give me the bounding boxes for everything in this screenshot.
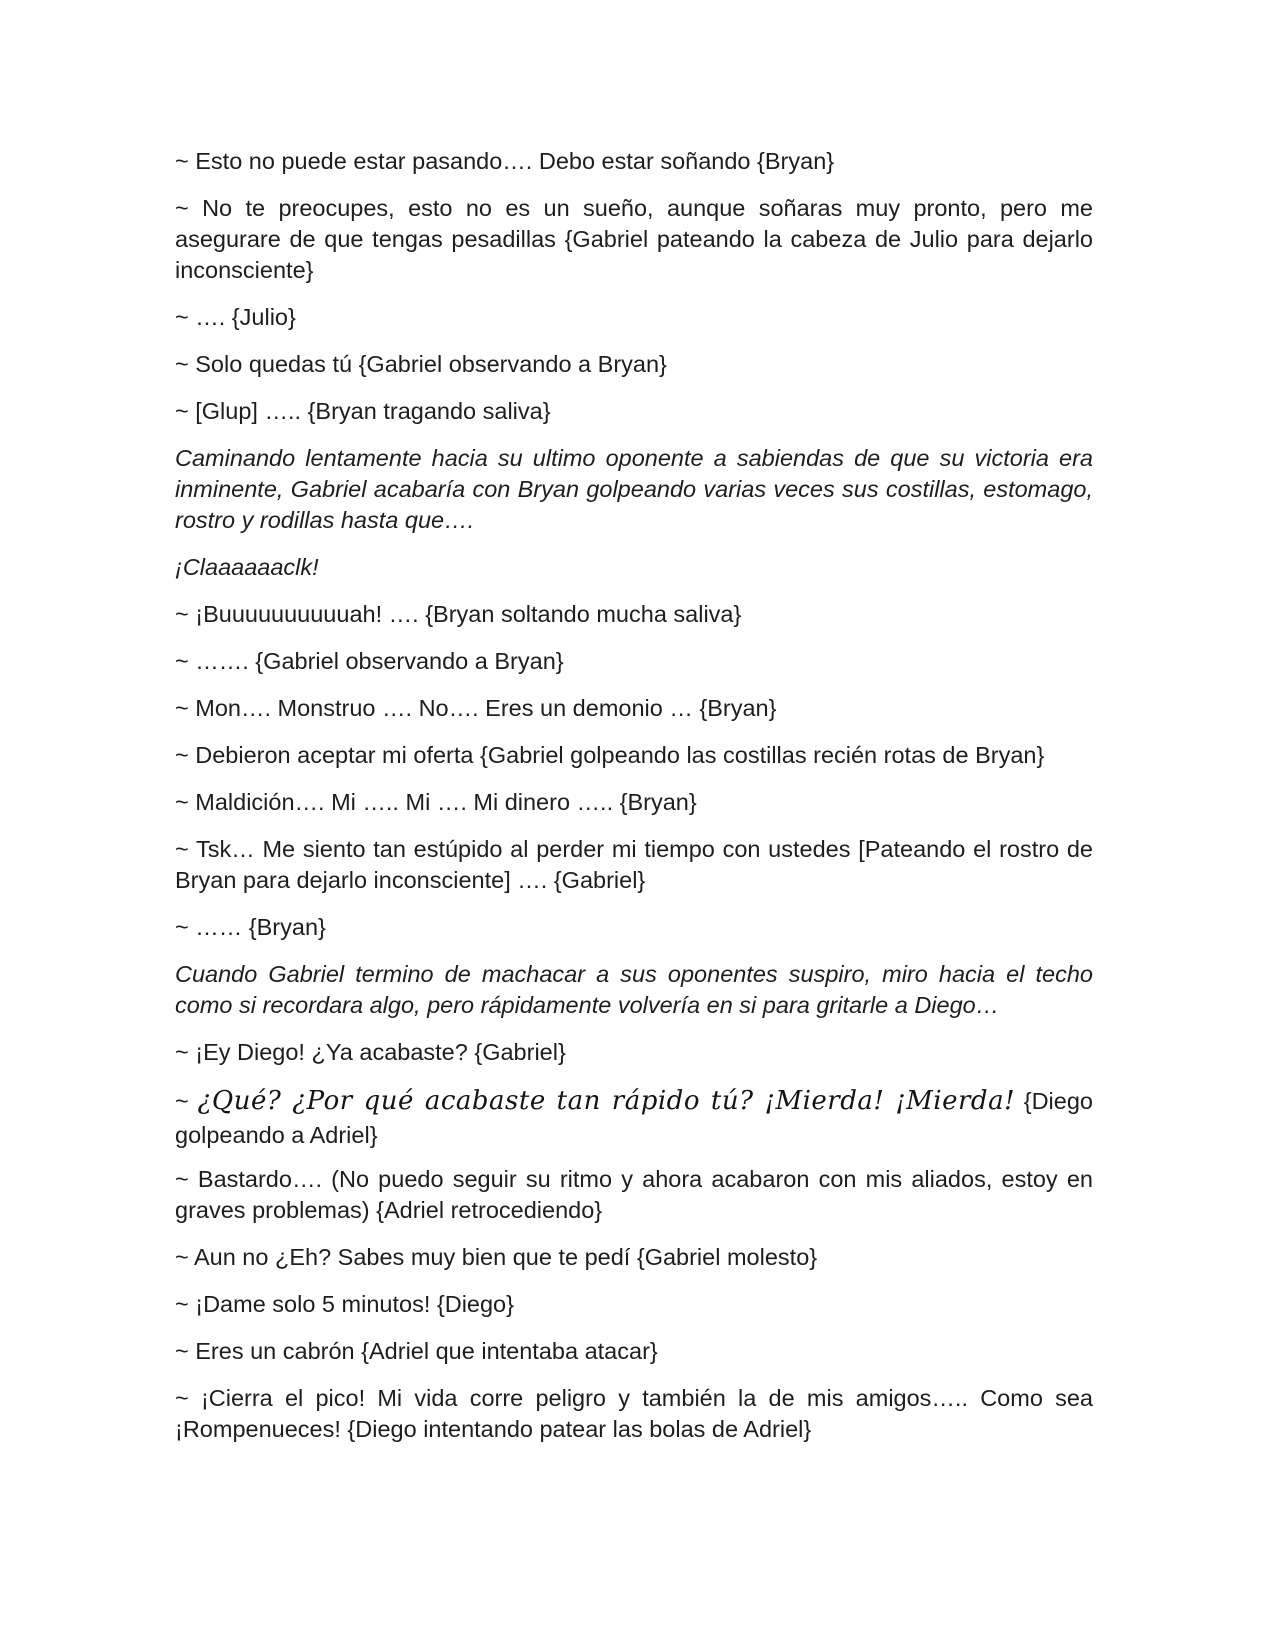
dialogue-line: ~ Esto no puede estar pasando…. Debo estar soñando {Bryan} [175, 148, 835, 174]
dialogue-line: ~ Mon…. Monstruo …. No…. Eres un demonio … {Bryan} [175, 695, 777, 721]
narration-paragraph: Cuando Gabriel termino de machacar a sus oponentes suspiro, miro hacia el techo como si recordara algo, pero rápidamente volvería en si para gritarle a Diego… [175, 961, 1093, 1018]
dialogue-line: ~ …. {Julio} [175, 304, 296, 330]
dialogue-line: ~ ¡Cierra el pico! Mi vida corre peligro y también la de mis amigos….. Como sea ¡Rompenueces! {Diego intentando patear las bolas de Adriel} [175, 1385, 1093, 1442]
dialogue-line: ~ ……. {Gabriel observando a Bryan} [175, 648, 564, 674]
dialogue-line: ~ Eres un cabrón {Adriel que intentaba atacar} [175, 1338, 658, 1364]
dialogue-line: ~ No te preocupes, esto no es un sueño, aunque soñaras muy pronto, pero me asegurare de que tengas pesadillas {Gabriel pateando la cabeza de Julio para dejarlo inconsciente} [175, 195, 1093, 283]
dialogue-line: ~ Maldición…. Mi ….. Mi …. Mi dinero ….. {Bryan} [175, 789, 697, 815]
dialogue-line: ~ ¡Dame solo 5 minutos! {Diego} [175, 1291, 514, 1317]
shout-text: ¿Qué? ¿Por qué acabaste tan rápido tú? ¡Mierda! ¡Mierda! [197, 1086, 1016, 1116]
dialogue-line: ~ Debieron aceptar mi oferta {Gabriel golpeando las costillas recién rotas de Bryan} [175, 742, 1045, 768]
dialogue-line: ~ ¡Ey Diego! ¿Ya acabaste? {Gabriel} [175, 1039, 566, 1065]
dialogue-line: ~ …… {Bryan} [175, 914, 326, 940]
diego-shout-line [175, 1084, 1093, 1152]
dialogue-line: ~ Bastardo…. (No puedo seguir su ritmo y ahora acabaron con mis aliados, estoy en graves problemas) {Adriel retrocediendo} [175, 1166, 1093, 1223]
sound-effect: ¡Claaaaaaclk! [175, 554, 319, 580]
narration-paragraph: Caminando lentamente hacia su ultimo oponente a sabiendas de que su victoria era inminente, Gabriel acabaría con Bryan golpeando varias veces sus costillas, estomago, rostro y rodillas hasta que…. [175, 445, 1093, 533]
document-page [175, 146, 1093, 1461]
dialogue-suffix: {Diego golpeando a Adriel} [175, 1088, 1093, 1148]
dialogue-line: ~ Solo quedas tú {Gabriel observando a Bryan} [175, 351, 667, 377]
dialogue-line: ~ Tsk… Me siento tan estúpido al perder mi tiempo con ustedes [Pateando el rostro de Bryan para dejarlo inconsciente] …. {Gabriel} [175, 836, 1093, 893]
dialogue-prefix: ~ [175, 1088, 198, 1114]
dialogue-line: ~ ¡Buuuuuuuuuuah! …. {Bryan soltando mucha saliva} [175, 601, 742, 627]
dialogue-line: ~ Aun no ¿Eh? Sabes muy bien que te pedí {Gabriel molesto} [175, 1244, 818, 1270]
dialogue-line: ~ [Glup] ….. {Bryan tragando saliva} [175, 398, 551, 424]
